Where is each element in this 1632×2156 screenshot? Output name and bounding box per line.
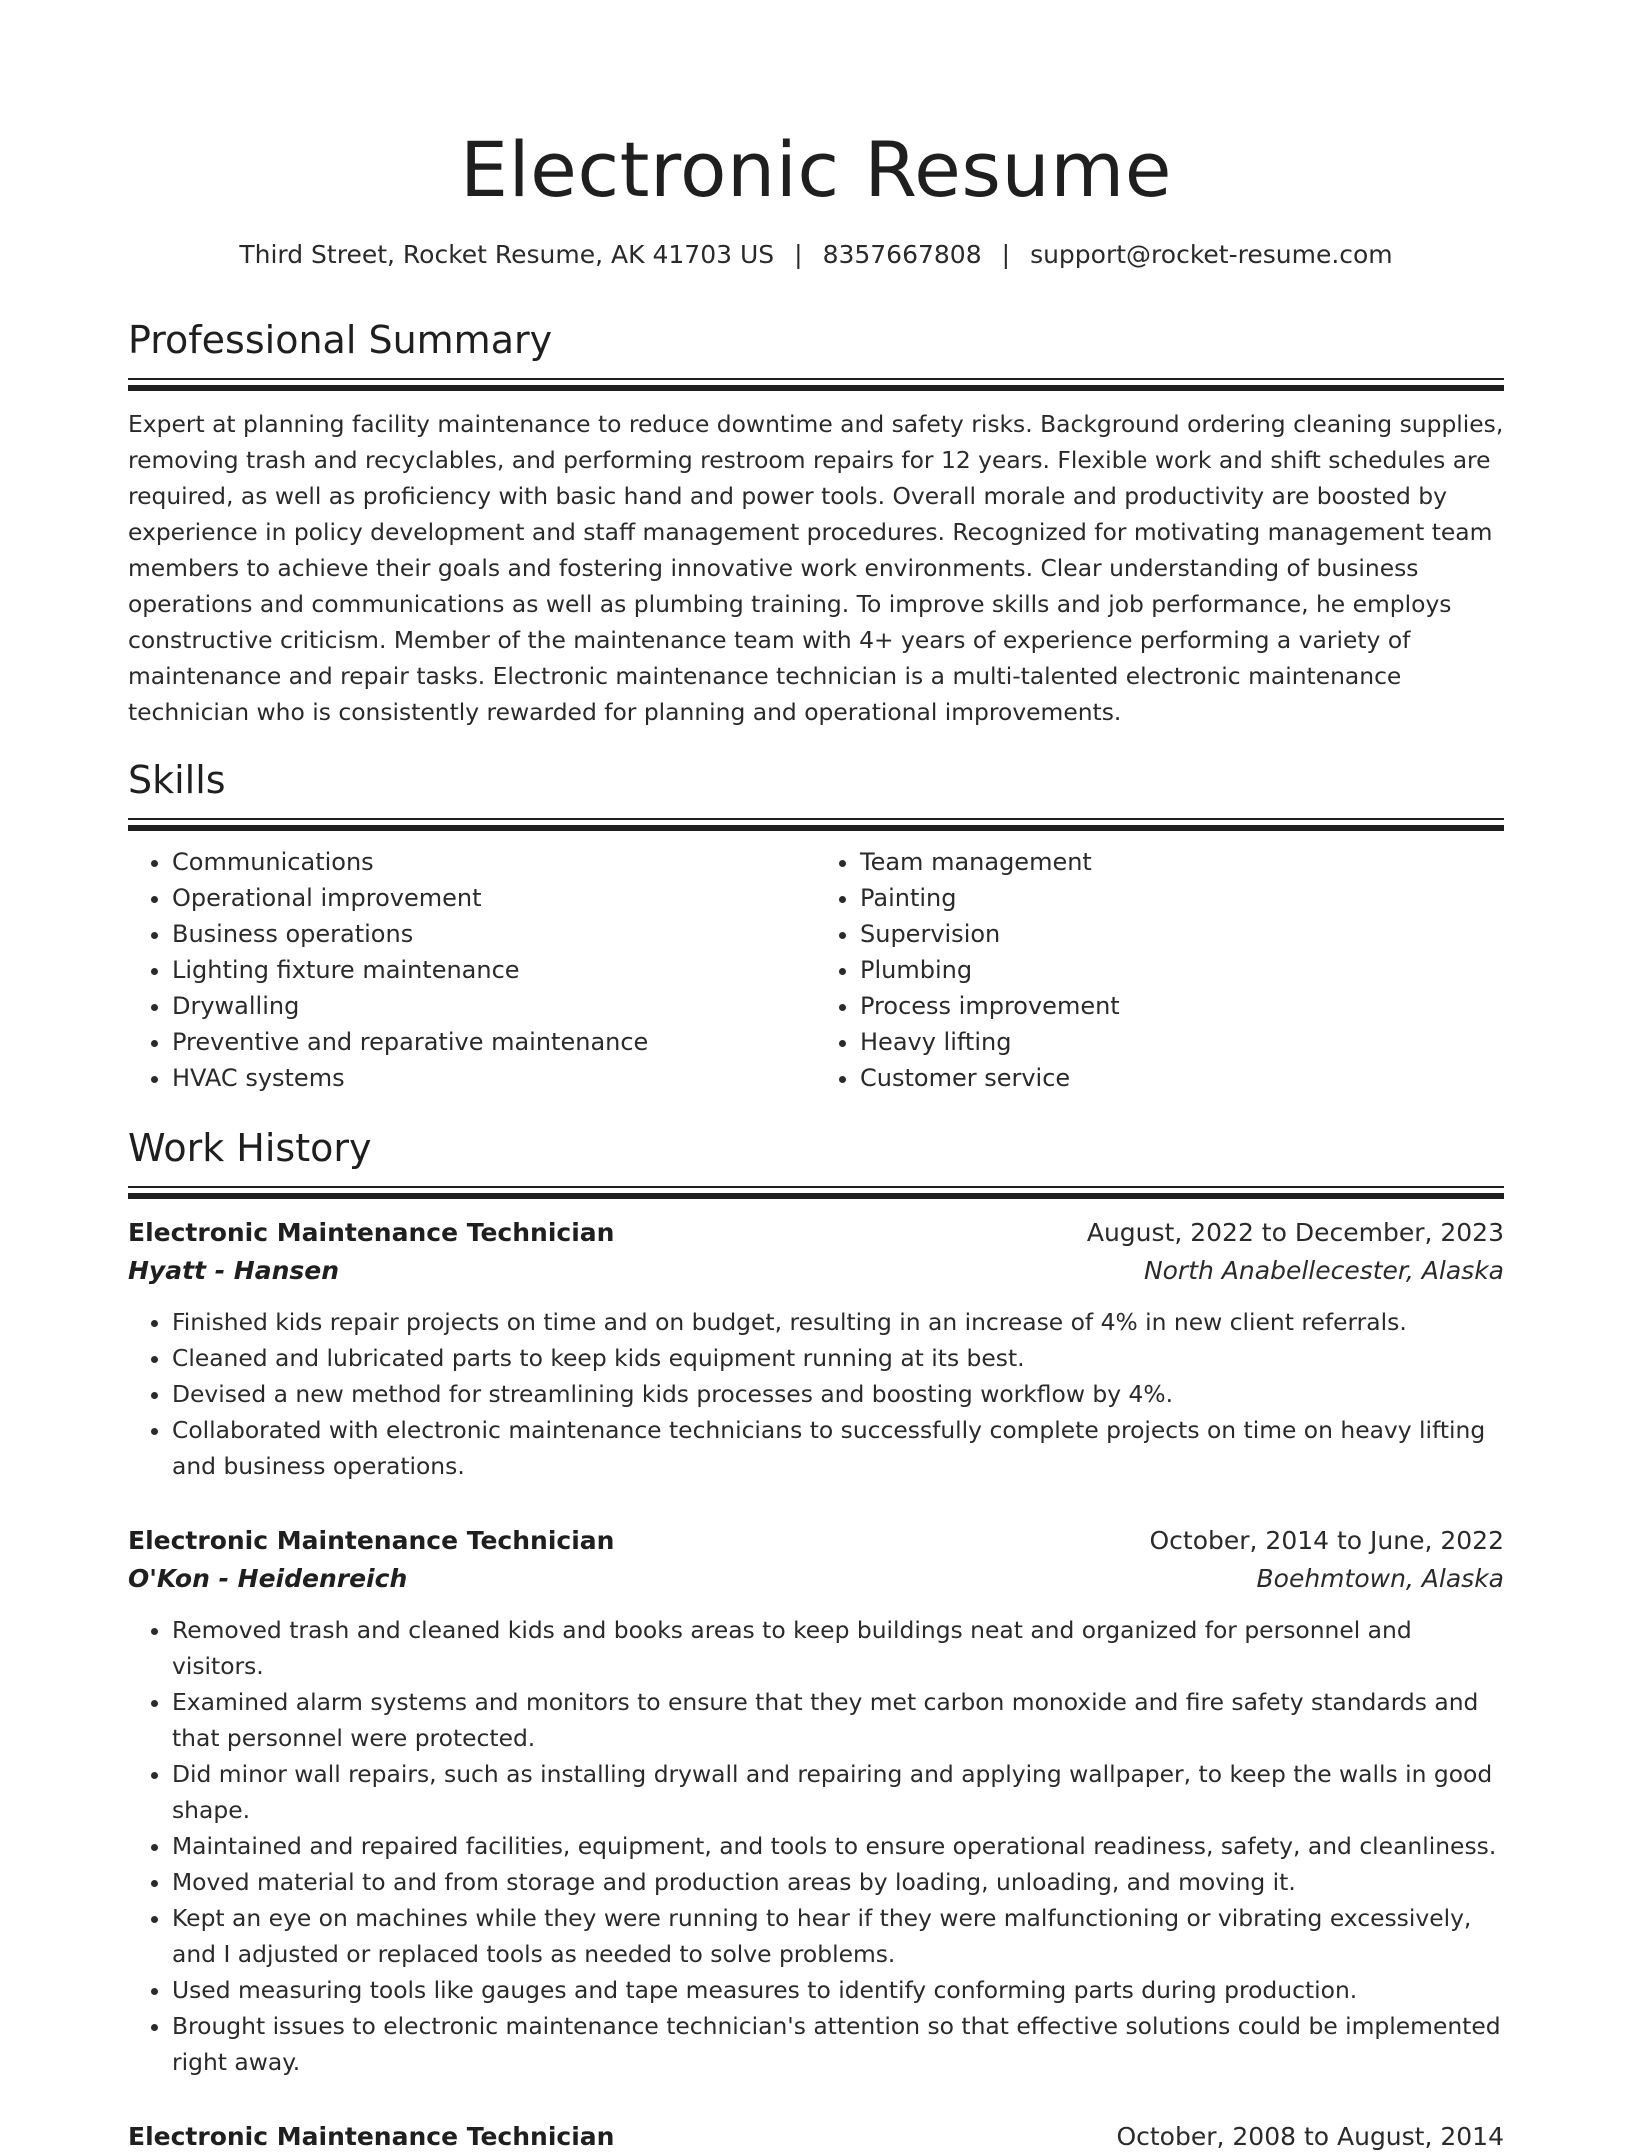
skill-item: • Process improvement bbox=[860, 988, 1504, 1024]
section-divider bbox=[128, 818, 1504, 832]
skill-item: • Business operations bbox=[172, 916, 816, 952]
skill-item: • HVAC systems bbox=[172, 1060, 816, 1096]
summary-paragraph: Expert at planning facility maintenance to reduce downtime and safety risks. Background ordering cleaning supplies, removing trash and recyclables, and performing restroom repairs for 12 years. Flexible work and shift schedules are required, as well as proficiency with basic hand and power tools. Overall morale and productivity are boosted by experience in policy development and staff management procedures. Recognized for motivating management team members to achieve their goals and fostering innovative work environments. Clear understanding of business operations and communications as well as plumbing training. To improve skills and job performance, he employs constructive criticism. Member of the maintenance team with 4+ years of experience performing a variety of maintenance and repair tasks. Electronic maintenance technician is a multi-talented electronic maintenance technician who is consistently rewarded for planning and operational improvements. bbox=[128, 410, 1504, 726]
skill-item: • Preventive and reparative maintenance bbox=[172, 1024, 816, 1060]
job-bullet: • Removed trash and cleaned kids and books areas to keep buildings neat and organized for personnel and visitors. bbox=[172, 1612, 1504, 1684]
job-title: Electronic Maintenance Technician bbox=[128, 1218, 615, 1247]
job-bullet: • Examined alarm systems and monitors to ensure that they met carbon monoxide and fire safety standards and that personnel were protected. bbox=[172, 1684, 1504, 1756]
job-title: Electronic Maintenance Technician bbox=[128, 1526, 615, 1555]
job-dates: August, 2022 to December, 2023 bbox=[1086, 1218, 1504, 1247]
skill-item: • Heavy lifting bbox=[860, 1024, 1504, 1060]
job-bullet: • Used measuring tools like gauges and tape measures to identify conforming parts during production. bbox=[172, 1972, 1504, 2008]
resume-name: Electronic Resume bbox=[460, 125, 1172, 214]
section-divider bbox=[128, 378, 1504, 392]
job-company-row bbox=[128, 1560, 1504, 1598]
skill-item: • Lighting fixture maintenance bbox=[172, 952, 816, 988]
skill-item: • Team management bbox=[860, 844, 1504, 880]
job-header-row bbox=[128, 1214, 1504, 1252]
job-bullet: • Devised a new method for streamlining kids processes and boosting workflow by 4%. bbox=[172, 1376, 1504, 1412]
job-header-row bbox=[128, 2118, 1504, 2156]
contact-separator: | bbox=[1001, 240, 1011, 269]
contact-address: Third Street, Rocket Resume, AK 41703 US bbox=[239, 240, 775, 269]
job-bullet: • Maintained and repaired facilities, equipment, and tools to ensure operational readiness, safety, and cleanliness. bbox=[172, 1828, 1504, 1864]
skill-item: • Customer service bbox=[860, 1060, 1504, 1096]
job-title: Electronic Maintenance Technician bbox=[128, 2122, 615, 2151]
skill-item: • Drywalling bbox=[172, 988, 816, 1024]
section-title-summary: Professional Summary bbox=[128, 318, 553, 362]
section-divider bbox=[128, 1186, 1504, 1200]
skills-columns bbox=[128, 844, 1504, 1096]
contact-line bbox=[128, 238, 1504, 272]
section-title-work-history: Work History bbox=[128, 1126, 372, 1170]
job-entry bbox=[128, 1214, 1504, 1484]
job-bullet: • Did minor wall repairs, such as installing drywall and repairing and applying wallpaper, to keep the walls in good shape. bbox=[172, 1756, 1504, 1828]
skill-item: • Communications bbox=[172, 844, 816, 880]
job-header-row bbox=[128, 1522, 1504, 1560]
section-title-skills: Skills bbox=[128, 758, 226, 802]
job-dates: October, 2008 to August, 2014 bbox=[1116, 2122, 1504, 2151]
resume-page bbox=[128, 0, 1504, 2156]
skills-section bbox=[128, 756, 1504, 1096]
job-entry bbox=[128, 1522, 1504, 2080]
skills-list-right bbox=[816, 844, 1504, 1096]
job-company: Hyatt - Hansen bbox=[128, 1256, 339, 1285]
contact-email: support@rocket-resume.com bbox=[1030, 240, 1393, 269]
work-history-section bbox=[128, 1124, 1504, 2156]
job-bullet: • Collaborated with electronic maintenance technicians to successfully complete projects on time on heavy lifting and business operations. bbox=[172, 1412, 1504, 1484]
contact-phone: 8357667808 bbox=[822, 240, 982, 269]
skill-item: • Plumbing bbox=[860, 952, 1504, 988]
job-bullets bbox=[128, 1304, 1504, 1484]
professional-summary-section bbox=[128, 316, 1504, 730]
job-bullet: • Brought issues to electronic maintenance technician's attention so that effective solutions could be implemented right away. bbox=[172, 2008, 1504, 2080]
job-bullet: • Kept an eye on machines while they were running to hear if they were malfunctioning or vibrating excessively, and I adjusted or replaced tools as needed to solve problems. bbox=[172, 1900, 1504, 1972]
skill-item: • Operational improvement bbox=[172, 880, 816, 916]
job-bullet: • Finished kids repair projects on time and on budget, resulting in an increase of 4% in new client referrals. bbox=[172, 1304, 1504, 1340]
job-company-row bbox=[128, 1252, 1504, 1290]
job-bullets bbox=[128, 1612, 1504, 2080]
job-location: North Anabellecester, Alaska bbox=[1143, 1256, 1504, 1285]
job-company: O'Kon - Heidenreich bbox=[128, 1564, 408, 1593]
skill-item: • Supervision bbox=[860, 916, 1504, 952]
contact-separator: | bbox=[794, 240, 803, 269]
skill-item: • Painting bbox=[860, 880, 1504, 916]
job-entry bbox=[128, 2118, 1504, 2156]
job-bullet: • Cleaned and lubricated parts to keep kids equipment running at its best. bbox=[172, 1340, 1504, 1376]
job-location: Boehmtown, Alaska bbox=[1256, 1564, 1504, 1593]
job-bullet: • Moved material to and from storage and production areas by loading, unloading, and moving it. bbox=[172, 1864, 1504, 1900]
job-dates: October, 2014 to June, 2022 bbox=[1149, 1526, 1504, 1555]
skills-list-left bbox=[128, 844, 816, 1096]
